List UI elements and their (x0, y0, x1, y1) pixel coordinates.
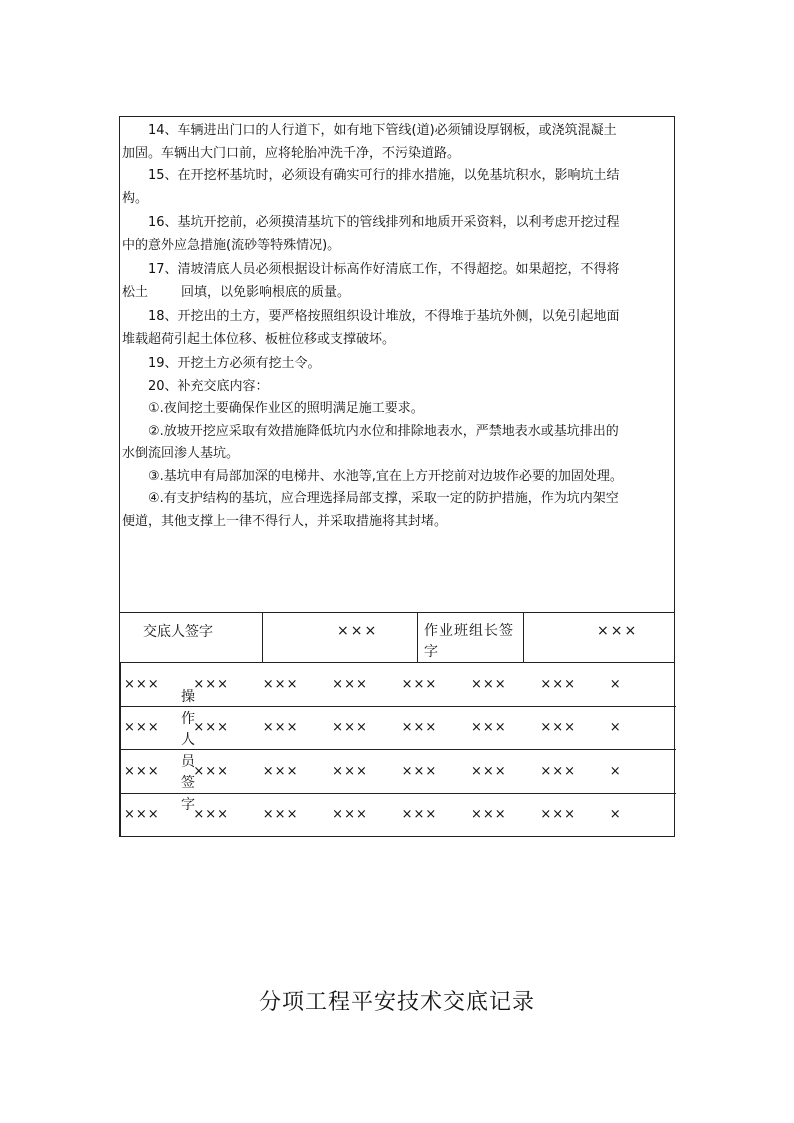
operator-signature-grid (121, 663, 676, 836)
content-line: 19、开挖土方必须有挖土令。 (148, 356, 321, 371)
label-char: 人 (181, 732, 195, 748)
operator-signature[interactable]: ××× (540, 720, 577, 736)
operator-signature[interactable]: ××× (124, 676, 160, 692)
operator-signature[interactable]: ××× (470, 720, 507, 736)
content-line: 堆载超荷引起土体位移、板桩位移或支撑破坏。 (122, 331, 396, 347)
disclosure-record-table (119, 116, 675, 837)
label-char: 签 (181, 775, 195, 791)
operator-signature[interactable]: ××× (193, 807, 230, 823)
operator-signature-line (121, 663, 676, 707)
operator-signature[interactable]: ××× (401, 720, 438, 736)
operator-signature[interactable]: ××× (124, 720, 160, 736)
operator-signature[interactable]: ××× (193, 763, 230, 779)
content-line: 20、补充交底内容： (148, 378, 269, 394)
signature-row (120, 613, 674, 663)
operator-signature[interactable]: ××× (332, 807, 368, 823)
content-line: 便道，其他支撑上一律不得行人，并采取措施将其封堵。 (122, 513, 448, 529)
operator-signature[interactable]: ××× (332, 720, 368, 736)
label-char: 员 (181, 753, 195, 770)
label-char: 操 (181, 689, 195, 705)
discloser-signature-field[interactable]: ××× (263, 613, 418, 662)
label-char: 字 (181, 796, 195, 813)
content-line: 18、开挖出的土方，要严格按照组织设计堆放，不得堆于基坑外侧，以免引起地面 (148, 309, 620, 324)
operator-signature[interactable]: ××× (262, 720, 299, 736)
content-line: 中的意外应急措施(流砂等特殊情况)。 (122, 237, 341, 253)
content-line: 水倒流回渗人基坑。 (122, 446, 240, 461)
operator-signature-section (120, 663, 674, 836)
page-title: 分项工程平安技术交底记录 (258, 990, 535, 1015)
label-char: 作 (181, 710, 195, 727)
operator-signature[interactable]: ××× (540, 807, 577, 823)
content-line: 15、在开挖杯基坑时，必须设有确实可行的排水措施，以免基坑积水，影响坑土结 (148, 168, 620, 183)
operator-signature[interactable]: × (609, 720, 622, 736)
operator-signature[interactable]: ××× (470, 763, 507, 779)
operator-signature[interactable]: ××× (124, 807, 160, 823)
operator-signature[interactable]: ××× (470, 807, 507, 823)
operator-signature[interactable]: ××× (401, 763, 438, 779)
content-line: 16、基坑开挖前，必须摸清基坑下的管线排列和地质开采资料，以利考虑开挖过程 (148, 215, 620, 230)
operator-signature[interactable]: ××× (401, 676, 438, 692)
content-line: ①.夜间挖土要确保作业区的照明满足施工要求。 (148, 401, 424, 416)
operator-signature-line (121, 794, 676, 837)
content-line: 松土 回填，以免影响根底的质量。 (122, 284, 351, 300)
content-line: 构。 (122, 190, 149, 206)
operator-signature[interactable]: ××× (262, 676, 299, 692)
operator-signature[interactable]: ××× (470, 676, 507, 692)
operator-signature[interactable]: ××× (193, 720, 230, 736)
content-line: ②.放坡开挖应采取有效措施降低坑内水位和排除地表水，严禁地表水或基坑排出的 (148, 423, 619, 439)
discloser-signature-label: 交底人签字 (120, 613, 263, 662)
team-leader-signature-field[interactable]: ××× (597, 623, 639, 639)
operator-signature-line (121, 750, 676, 794)
content-line: ④.有支护结构的基坑，应合理选择局部支撑，采取一定的防护措施，作为坑内架空 (148, 491, 619, 506)
content-line: 加固。车辆出大门口前，应将轮胎冲洗千净，不污染道路。 (122, 145, 461, 161)
operator-signature[interactable]: ××× (193, 676, 230, 692)
team-leader-signature-label: 作业班组长签字 (418, 613, 524, 662)
content-line: 14、车辆进出门口的人行道下，如有地下管线(道)必须铺设厚钢板，或浇筑混凝土 (148, 123, 617, 138)
operator-signature[interactable]: ××× (401, 807, 438, 823)
operator-signature-label (120, 663, 195, 836)
operator-signature[interactable]: ××× (332, 763, 368, 779)
content-line: 17、清坡清底人员必须根据设计标高作好清底工作，不得超挖。如果超挖，不得将 (148, 262, 620, 277)
operator-signature[interactable]: ××× (124, 763, 160, 779)
operator-signature[interactable]: × (609, 763, 622, 779)
operator-signature-line (121, 707, 676, 751)
operator-signature[interactable]: ××× (262, 807, 299, 823)
operator-signature[interactable]: ××× (540, 763, 577, 779)
operator-signature[interactable]: ××× (540, 676, 577, 692)
operator-signature[interactable]: × (609, 676, 622, 692)
content-line: ③.基坑申有局部加深的电梯井、水池等,宜在上方开挖前对边坡作必要的加固处理。 (148, 468, 623, 484)
operator-signature[interactable]: ××× (332, 676, 368, 692)
operator-signature[interactable]: × (609, 807, 622, 823)
disclosure-content (120, 117, 674, 613)
operator-signature[interactable]: ××× (262, 763, 299, 779)
